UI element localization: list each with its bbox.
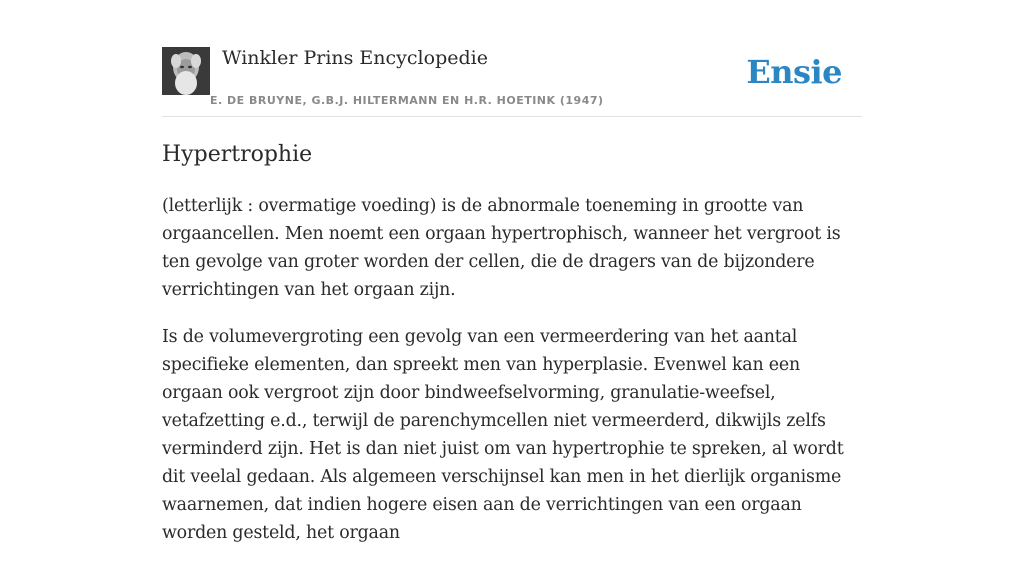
paragraph: Is de volumevergroting een gevolg van een vermeerdering van het aantal specifieke elementen, dan spreekt men van hyperplasie. Evenwel kan een orgaan ook vergroot zijn door bindweefselvorming, granulatie-weefsel, vetafzetting e.d., terwijl de parenchymcellen niet vermeerderd, dikwijls zelfs verminderd zijn. Het is dan niet juist om van hypertrophie te spreken, al wordt dit veelal gedaan. Als algemeen verschijnsel kan men in het dierlijk organisme waarnemen, dat indien hogere eisen aan de verrichtingen van een orgaan worden gesteld, het orgaan <box>162 327 844 543</box>
authors-line: E. DE BRUYNE, G.B.J. HILTERMANN EN H.R. HOETINK (1947) <box>210 94 604 107</box>
paragraph: (letterlijk : overmatige voeding) is de abnormale toeneming in grootte van orgaancellen. Men noemt een orgaan hypertrophisch, wanneer het vergroot is ten gevolge van groter worden der cellen, die de dragers van de bijzondere verrichtingen van het orgaan zijn. <box>162 196 841 300</box>
brand-logo[interactable]: Ensie <box>746 53 842 91</box>
header <box>162 46 862 117</box>
author-portrait <box>162 47 210 95</box>
entry-body <box>162 192 862 566</box>
entry-title: Hypertrophie <box>162 142 313 167</box>
site-title[interactable]: Winkler Prins Encyclopedie <box>222 47 488 69</box>
